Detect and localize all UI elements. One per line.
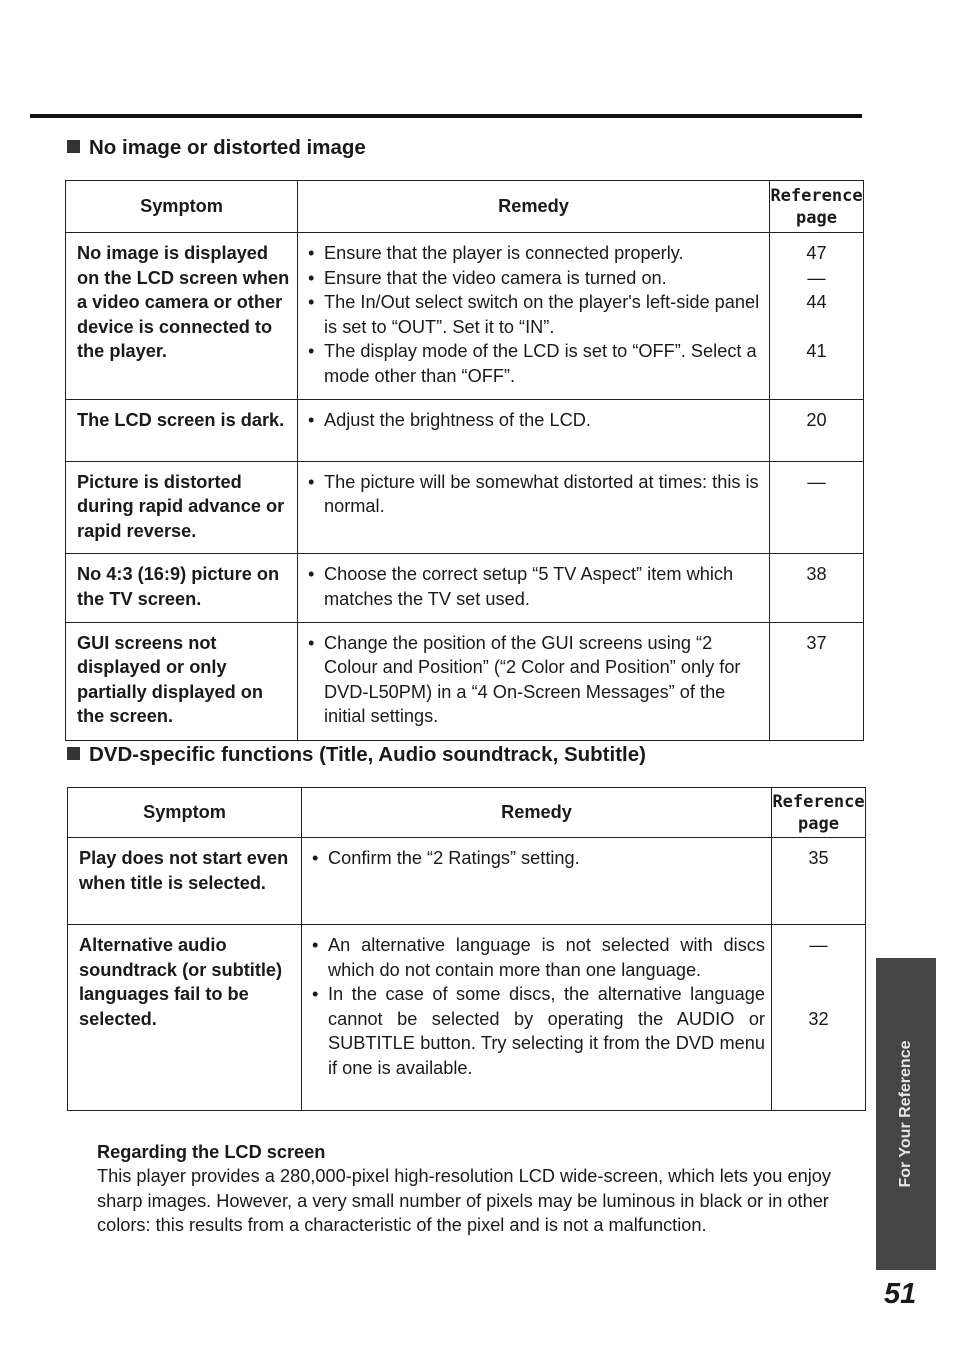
remedy-cell [298, 554, 770, 622]
remedy-cell [298, 399, 770, 461]
reference-cell [770, 233, 864, 400]
reference-page: 37 [806, 632, 827, 653]
reference-cell [770, 554, 864, 622]
page-number: 51 [884, 1278, 917, 1310]
symptom-header: Symptom [68, 788, 302, 838]
reference-cell [770, 399, 864, 461]
reference-cell [772, 838, 866, 925]
top-rule [30, 114, 862, 118]
symptom-cell: Play does not start even when title is selected. [68, 838, 302, 925]
side-tab-label: For Your Reference [897, 1040, 914, 1188]
reference-page: — [807, 267, 826, 288]
remedy-header: Remedy [302, 788, 772, 838]
table-header-row [68, 788, 866, 838]
square-bullet-icon [67, 140, 80, 153]
reference-header: Reference page [770, 181, 864, 233]
table-row [68, 925, 866, 1111]
symptom-cell: No 4:3 (16:9) picture on the TV screen. [66, 554, 298, 622]
note-title: Regarding the LCD screen [97, 1142, 326, 1162]
section-heading-no-image: No image or distorted image [67, 136, 366, 160]
remedy-item: • Choose the correct setup “5 TV Aspect” item which matches the TV set used. [308, 562, 763, 611]
troubleshooting-table-2 [67, 787, 866, 1111]
table-header-row [66, 181, 864, 233]
table-row [66, 622, 864, 740]
remedy-item: • The In/Out select switch on the player's left-side panel is set to “OUT”. Set it to “IN”. [308, 290, 763, 339]
symptom-header: Symptom [66, 181, 298, 233]
table-row [66, 233, 864, 400]
remedy-item: • An alternative language is not selected with discs which do not contain more than one language. [312, 933, 765, 982]
remedy-item: • Change the position of the GUI screens using “2 Colour and Position” (“2 Color and Position” only for DVD-L50PM) in a “4 On-Screen Messages” of the initial settings. [308, 631, 763, 729]
troubleshooting-table-1 [65, 180, 864, 741]
lcd-note [97, 1140, 847, 1238]
reference-cell [770, 461, 864, 554]
reference-header: Reference page [772, 788, 866, 838]
symptom-cell: Alternative audio soundtrack (or subtitle) languages fail to be selected. [68, 925, 302, 1111]
symptom-cell: No image is displayed on the LCD screen when a video camera or other device is connected to the player. [66, 233, 298, 400]
section-heading-dvd-functions: DVD-specific functions (Title, Audio soundtrack, Subtitle) [67, 743, 646, 767]
remedy-cell [298, 233, 770, 400]
remedy-item: • In the case of some discs, the alternative language cannot be selected by operating the AUDIO or SUBTITLE button. Try selecting it from the DVD menu if one is available. [312, 982, 765, 1080]
reference-page: 35 [808, 848, 829, 868]
reference-page: 20 [806, 409, 827, 430]
remedy-item: • Confirm the “2 Ratings” setting. [312, 846, 765, 871]
table-row [66, 461, 864, 554]
reference-page: 47 [806, 243, 827, 263]
table-row [68, 838, 866, 925]
symptom-cell: The LCD screen is dark. [66, 399, 298, 461]
remedy-cell [298, 461, 770, 554]
remedy-item: • Adjust the brightness of the LCD. [308, 408, 763, 433]
remedy-cell [298, 622, 770, 740]
remedy-item: • The display mode of the LCD is set to “OFF”. Select a mode other than “OFF”. [308, 339, 763, 388]
remedy-header: Remedy [298, 181, 770, 233]
remedy-item: • The picture will be somewhat distorted at times: this is normal. [308, 470, 763, 519]
reference-page: — [809, 935, 828, 955]
reference-cell [770, 622, 864, 740]
remedy-cell [302, 925, 772, 1111]
symptom-cell: Picture is distorted during rapid advance or rapid reverse. [66, 461, 298, 554]
reference-cell [772, 925, 866, 1111]
remedy-item: • Ensure that the player is connected properly. [308, 241, 763, 266]
symptom-cell: GUI screens not displayed or only partially displayed on the screen. [66, 622, 298, 740]
reference-page: 32 [808, 1008, 829, 1029]
remedy-item: • Ensure that the video camera is turned on. [308, 266, 763, 291]
reference-page: 44 [806, 292, 827, 313]
remedy-cell [302, 838, 772, 925]
reference-page: 41 [806, 341, 827, 362]
side-tab [876, 958, 936, 1270]
table-row [66, 554, 864, 622]
square-bullet-icon [67, 747, 80, 760]
note-body: This player provides a 280,000-pixel high-resolution LCD wide-screen, which lets you enjoy sharp images. However, a very small number of pixels may be luminous in black or in other colors: this results from a characteristic of the pixel and is not a malfunction. [97, 1166, 831, 1236]
reference-page: 38 [806, 564, 827, 585]
table-row [66, 399, 864, 461]
reference-page: — [807, 471, 826, 492]
